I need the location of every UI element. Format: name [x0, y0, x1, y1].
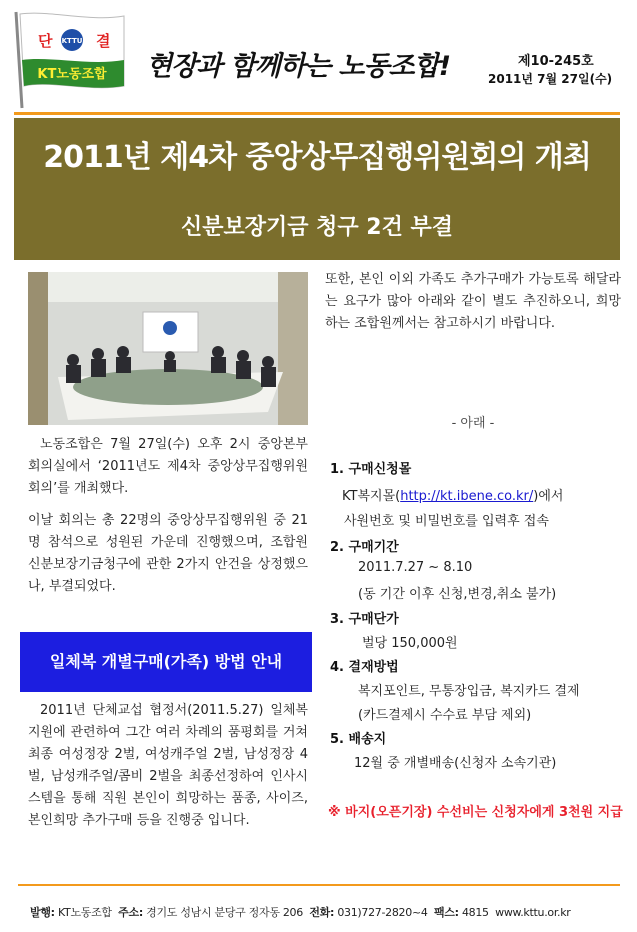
flag-text: KT노동조합: [37, 67, 107, 82]
headline-title: 2011년 제4차 중앙상무집행위원회의 개최: [43, 140, 591, 175]
section-4-line-1: 복지포인트, 무통장입금, 복지카드 결제: [358, 684, 580, 699]
section-1-suffix: )에서: [533, 489, 564, 504]
headline-subtitle: 신분보장기금 청구 2건 부결: [180, 215, 454, 240]
footer-divider: [18, 884, 620, 886]
footer-info: [30, 904, 571, 920]
section-4-line-2: (카드결제시 수수료 부담 제외): [358, 708, 532, 723]
notice-paragraph: 2011년 단체교섭 협정서(2011.5.27) 일체복지원에 관련하여 그간 여러 차례의 품평회를 거쳐 최종 여성정장 2벌, 여성캐주얼 2벌, 남성정장 4벌, 남성캐주얼/콤비 2벌을 최종선정하여 인사시스템을 통해 직원 본인이 희망하는 품종, 사이즈, 본인희망 추가구매 등을 진행중 입니다.: [28, 703, 308, 828]
svg-text:단: 단: [38, 32, 53, 50]
below-marker: - 아래 -: [451, 416, 495, 431]
footer-publisher: KT노동조합: [57, 906, 112, 919]
svg-text:결: 결: [96, 32, 111, 50]
footer-phone-label: 전화:: [309, 906, 335, 919]
header-divider: [14, 112, 620, 115]
section-1-line-1: [342, 485, 563, 504]
section-1-heading: 1. 구매신청몰: [330, 462, 412, 477]
union-flag-logo: [10, 8, 128, 112]
welfare-mall-link[interactable]: http://kt.ibene.co.kr/: [400, 489, 534, 504]
notice-paragraph-right: 또한, 본인 이외 가족도 추가구매가 가능토록 해달라는 요구가 많아 아래와 같이 별도 추진하오니, 희망하는 조합원께서는 참고하시기 바랍니다.: [325, 272, 621, 331]
flag-logo-text: KTTU: [61, 37, 83, 45]
meeting-photo: [28, 272, 308, 425]
footer-fax: 4815: [461, 906, 489, 919]
footer-address: 경기도 성남시 분당구 정자동 206: [146, 906, 303, 919]
section-5-heading: 5. 배송지: [330, 732, 387, 747]
issue-date: 2011년 7월 27일(수): [488, 72, 613, 86]
section-3-line-1: 벌당 150,000원: [362, 636, 458, 651]
section-1-prefix: KT복지몰(: [342, 489, 401, 504]
article-paragraph-1: 노동조합은 7월 27일(수) 오후 2시 중앙본부 회의실에서 ‘2011년도 제4차 중앙상무집행위원 회의’를 개최했다.: [28, 437, 308, 496]
section-5-line-1: 12월 중 개별배송(신청자 소속기관): [354, 756, 557, 771]
section-4-heading: 4. 결재방법: [330, 660, 399, 675]
footer-phone: 031)727-2820~4: [337, 906, 428, 919]
slogan: 현장과 함께하는 노동조합!: [146, 51, 451, 82]
footer-fax-label: 팩스:: [433, 906, 459, 919]
issue-number: 제10-245호: [518, 54, 594, 69]
footer-publisher-label: 발행:: [30, 906, 55, 919]
tailoring-note: ※ 바지(오픈기장) 수선비는 신청자에게 3천원 지급: [328, 805, 623, 820]
section-2-heading: 2. 구매기간: [330, 540, 399, 555]
section-1-line-2: 사원번호 및 비밀번호를 입력후 접속: [344, 514, 549, 529]
section-3-heading: 3. 구매단가: [330, 612, 399, 627]
notice-box-title: 일체복 개별구매(가족) 방법 안내: [20, 632, 312, 692]
footer-address-label: 주소:: [118, 906, 143, 919]
section-2-line-1: 2011.7.27 ~ 8.10: [358, 560, 473, 575]
section-2-line-2: (동 기간 이후 신청,변경,취소 불가): [358, 587, 557, 602]
article-paragraph-2: 이날 회의는 총 22명의 중앙상무집행위원 중 21명 참석으로 성원된 가운데 진행했으며, 조합원 신분보장기금청구에 관한 2가지 안건을 상정했으나, 부결되었다.: [28, 513, 308, 594]
footer-website[interactable]: www.kttu.or.kr: [495, 906, 571, 919]
